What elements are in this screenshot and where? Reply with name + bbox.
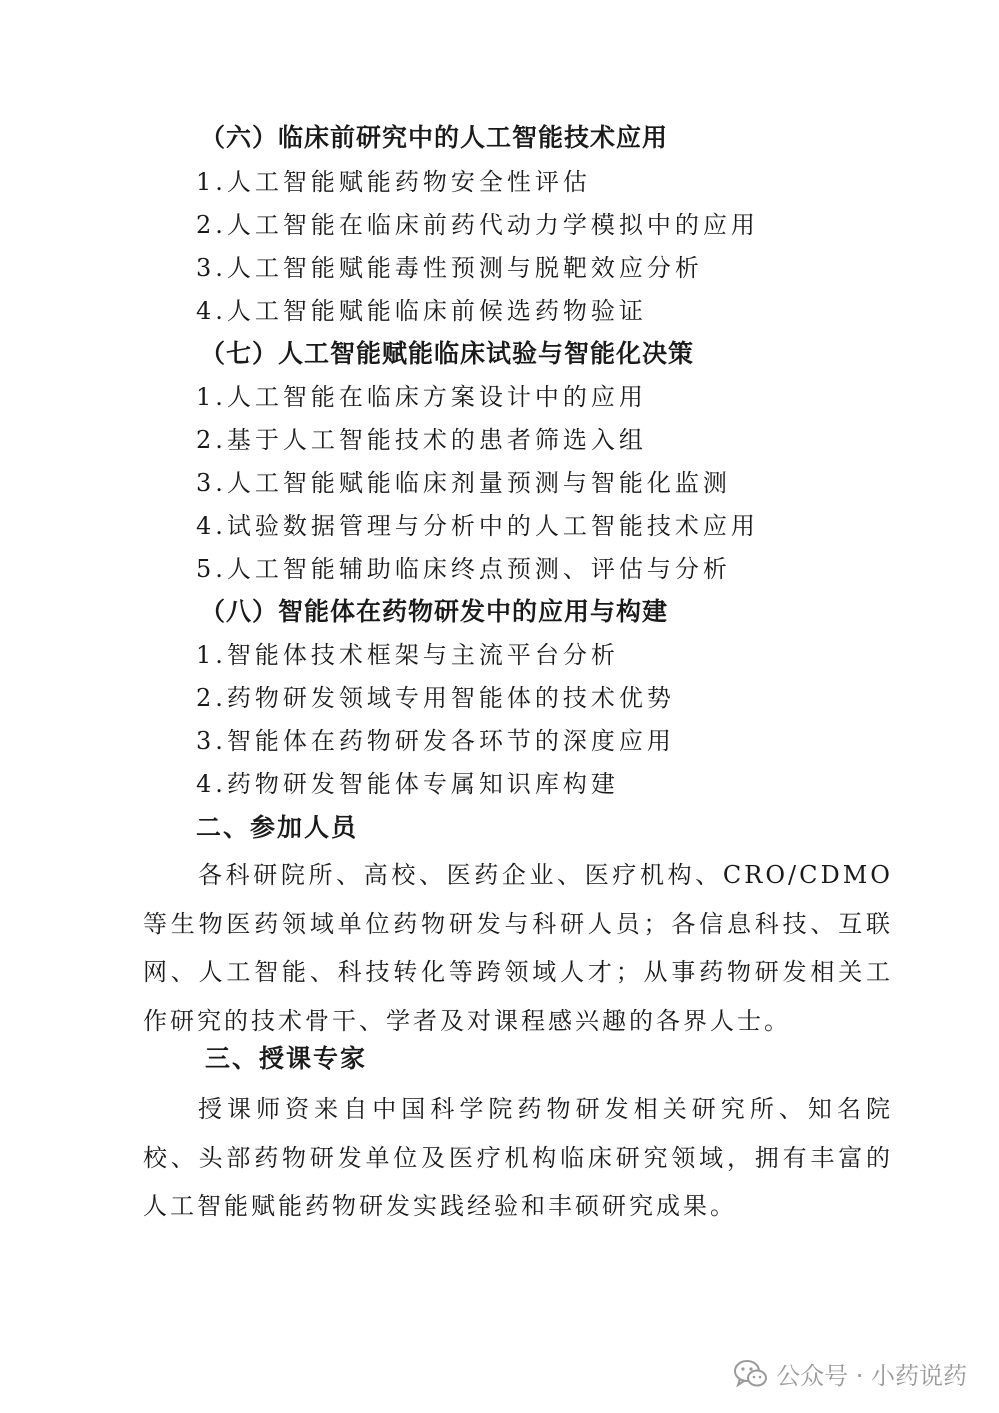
section-7-item-1: 1.人工智能在临床方案设计中的应用: [196, 383, 647, 411]
section-6-item-3: 3.人工智能赋能毒性预测与脱靶效应分析: [196, 254, 703, 282]
section-6-item-4: 4.人工智能赋能临床前候选药物验证: [196, 297, 647, 325]
section-7-item-4: 4.试验数据管理与分析中的人工智能技术应用: [196, 512, 759, 540]
participants-paragraph: 各科研院所、高校、医药企业、医疗机构、CRO/CDMO等生物医药领域单位药物研发与科研人员；各信息科技、互联网、人工智能、科技转化等跨领域人才；从事药物研发相关工作研究的技术骨干、学者及对课程感兴趣的各界人士。: [143, 861, 893, 1035]
watermark-text: 公众号 · 小药说药: [776, 1362, 967, 1390]
participants-heading: 二、参加人员: [196, 813, 359, 842]
section-6-item-2: 2.人工智能在临床前药代动力学模拟中的应用: [196, 211, 759, 239]
section-7-heading: （七）人工智能赋能临床试验与智能化决策: [200, 339, 695, 368]
experts-paragraph: 授课师资来自中国科学院药物研发相关研究所、知名院校、头部药物研发单位及医疗机构临床研究领域，拥有丰富的人工智能赋能药物研发实践经验和丰硕研究成果。: [143, 1095, 893, 1220]
section-7-item-5: 5.人工智能辅助临床终点预测、评估与分析: [196, 555, 731, 583]
experts-heading: 三、授课专家: [205, 1044, 368, 1073]
section-8-item-2: 2.药物研发领域专用智能体的技术优势: [196, 684, 675, 712]
section-8-item-4: 4.药物研发智能体专属知识库构建: [196, 770, 619, 798]
section-7-item-2: 2.基于人工智能技术的患者筛选入组: [196, 426, 647, 454]
section-8-item-3: 3.智能体在药物研发各环节的深度应用: [196, 727, 675, 755]
section-7-item-3: 3.人工智能赋能临床剂量预测与智能化监测: [196, 469, 731, 497]
section-6-item-1: 1.人工智能赋能药物安全性评估: [196, 168, 591, 196]
wechat-icon: [734, 1359, 768, 1389]
section-8-heading: （八）智能体在药物研发中的应用与构建: [200, 597, 669, 626]
section-6-heading: （六）临床前研究中的人工智能技术应用: [200, 123, 669, 152]
section-8-item-1: 1.智能体技术框架与主流平台分析: [196, 641, 619, 669]
watermark: [734, 1356, 967, 1391]
